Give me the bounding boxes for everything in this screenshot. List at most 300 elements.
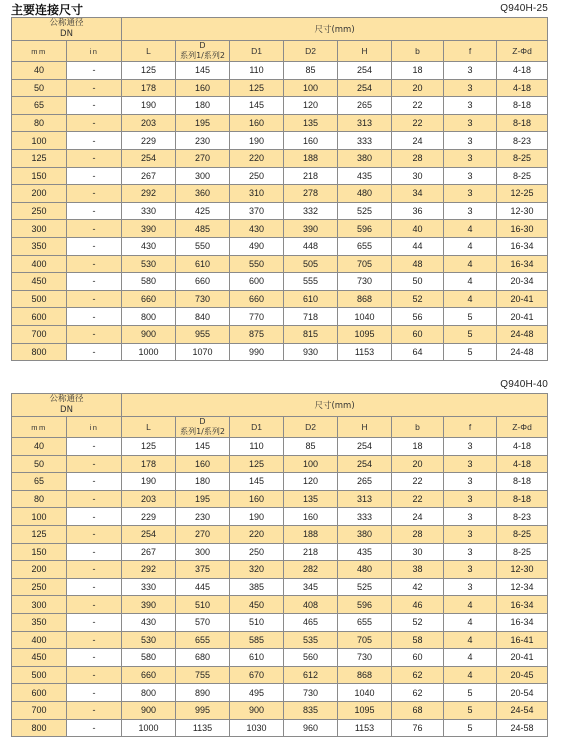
table-cell: 125: [230, 455, 284, 473]
table-cell: 610: [284, 290, 338, 308]
table-cell: 20-54: [497, 684, 548, 702]
table-cell: 300: [12, 596, 67, 614]
table-cell: 4: [444, 273, 497, 291]
table-cell: 8-18: [497, 97, 548, 115]
table-cell: 145: [230, 473, 284, 491]
table-cell: 700: [12, 701, 67, 719]
table-cell: 5: [444, 343, 497, 361]
col-header-d-label: D: [199, 41, 206, 50]
table-row: [12, 202, 548, 220]
unit-in-header: in: [67, 41, 122, 62]
table-cell: 3: [444, 525, 497, 543]
table-cell: -: [67, 596, 122, 614]
table-row: [12, 290, 548, 308]
col-header-z-d: Z-Φd: [497, 41, 548, 62]
table-cell: 8-25: [497, 543, 548, 561]
table-row: [12, 62, 548, 80]
table-cell: 50: [12, 79, 67, 97]
table-cell: 400: [12, 631, 67, 649]
table-cell: 310: [230, 185, 284, 203]
table-cell: 585: [230, 631, 284, 649]
table-cell: 465: [284, 613, 338, 631]
table-cell: 555: [284, 273, 338, 291]
dn-header-title: 公称通径: [49, 18, 84, 28]
table-cell: 333: [338, 132, 392, 150]
table-row: [12, 596, 548, 614]
table-cell: 254: [338, 62, 392, 80]
table-cell: 4-18: [497, 455, 548, 473]
table-cell: 400: [12, 255, 67, 273]
table-cell: 580: [122, 273, 176, 291]
unit-in-header: in: [67, 417, 122, 438]
table-cell: 530: [122, 631, 176, 649]
table-cell: 320: [230, 561, 284, 579]
table-cell: 52: [392, 613, 444, 631]
table-cell: 360: [176, 185, 230, 203]
table-cell: 195: [176, 490, 230, 508]
table-cell: 660: [122, 666, 176, 684]
table-cell: 4-18: [497, 79, 548, 97]
table-cell: 890: [176, 684, 230, 702]
table-cell: 1040: [338, 684, 392, 702]
table-cell: 300: [12, 220, 67, 238]
table-cell: 200: [12, 185, 67, 203]
table-cell: 24: [392, 508, 444, 526]
table-row: [12, 666, 548, 684]
table-cell: 3: [444, 473, 497, 491]
table-cell: 218: [284, 167, 338, 185]
table-cell: 28: [392, 525, 444, 543]
table-row: [12, 97, 548, 115]
table-row: [12, 114, 548, 132]
table-cell: 5: [444, 308, 497, 326]
table-cell: -: [67, 132, 122, 150]
table-cell: 4: [444, 613, 497, 631]
table-cell: 230: [176, 132, 230, 150]
model-label: Q940H-25: [500, 3, 548, 14]
col-header-d-label: D: [199, 417, 206, 426]
table-cell: -: [67, 525, 122, 543]
table-cell: 278: [284, 185, 338, 203]
table-cell: 56: [392, 308, 444, 326]
table-cell: 4-18: [497, 438, 548, 456]
table-cell: 220: [230, 149, 284, 167]
table-cell: -: [67, 308, 122, 326]
dimensions-header: 尺寸(mm): [122, 394, 548, 417]
table-cell: 3: [444, 508, 497, 526]
table-cell: 3: [444, 543, 497, 561]
table-cell: 495: [230, 684, 284, 702]
table-cell: 755: [176, 666, 230, 684]
table-cell: 490: [230, 237, 284, 255]
table-cell: 80: [12, 490, 67, 508]
table-cell: 160: [176, 79, 230, 97]
table-cell: 600: [12, 308, 67, 326]
table-cell: 100: [12, 132, 67, 150]
table-row: [12, 132, 548, 150]
table-cell: 815: [284, 325, 338, 343]
table-cell: 110: [230, 438, 284, 456]
table-cell: 188: [284, 149, 338, 167]
table-row: [12, 719, 548, 737]
table-cell: 570: [176, 613, 230, 631]
table-cell: 188: [284, 525, 338, 543]
table-cell: 22: [392, 114, 444, 132]
table-cell: -: [67, 719, 122, 737]
table-cell: -: [67, 508, 122, 526]
table-row: [12, 237, 548, 255]
table-cell: 16-41: [497, 631, 548, 649]
table-cell: 370: [230, 202, 284, 220]
table-cell: 267: [122, 543, 176, 561]
table-cell: 955: [176, 325, 230, 343]
table-cell: -: [67, 455, 122, 473]
table-cell: -: [67, 649, 122, 667]
table-cell: 145: [230, 97, 284, 115]
table-cell: 313: [338, 114, 392, 132]
table-cell: 250: [12, 578, 67, 596]
table-cell: 250: [230, 167, 284, 185]
table-cell: 270: [176, 149, 230, 167]
table-cell: 190: [230, 132, 284, 150]
table-row: [12, 455, 548, 473]
table-cell: 1095: [338, 701, 392, 719]
table-cell: 12-30: [497, 561, 548, 579]
table-cell: 20-41: [497, 308, 548, 326]
table-cell: 700: [12, 325, 67, 343]
table-row: [12, 649, 548, 667]
table-cell: 254: [338, 455, 392, 473]
table-cell: 36: [392, 202, 444, 220]
table-cell: 8-18: [497, 473, 548, 491]
table-cell: 425: [176, 202, 230, 220]
table-cell: 12-34: [497, 578, 548, 596]
table-cell: 660: [230, 290, 284, 308]
table-cell: 125: [12, 525, 67, 543]
table-cell: 18: [392, 438, 444, 456]
table-cell: 30: [392, 543, 444, 561]
table-cell: 62: [392, 666, 444, 684]
table-cell: 178: [122, 79, 176, 97]
table-cell: 900: [122, 701, 176, 719]
page-title: 主要连接尺寸: [11, 3, 84, 17]
table-cell: 12-30: [497, 202, 548, 220]
table-cell: 40: [12, 438, 67, 456]
table-row: [12, 79, 548, 97]
table-cell: -: [67, 237, 122, 255]
table-cell: -: [67, 578, 122, 596]
table-cell: 3: [444, 114, 497, 132]
table-cell: 150: [12, 543, 67, 561]
table-cell: 160: [284, 508, 338, 526]
table-cell: 20: [392, 79, 444, 97]
table-cell: 385: [230, 578, 284, 596]
dimension-table: [11, 393, 548, 737]
table-cell: 350: [12, 237, 67, 255]
table-cell: 300: [176, 543, 230, 561]
table-cell: 3: [444, 455, 497, 473]
table-cell: 218: [284, 543, 338, 561]
table-cell: 200: [12, 561, 67, 579]
dn-header: [12, 394, 122, 417]
table-cell: 8-18: [497, 114, 548, 132]
table-cell: 840: [176, 308, 230, 326]
table-cell: 120: [284, 97, 338, 115]
table-cell: 110: [230, 62, 284, 80]
table-cell: 16-34: [497, 255, 548, 273]
table-cell: 333: [338, 508, 392, 526]
table-row: [12, 525, 548, 543]
table-cell: 160: [230, 114, 284, 132]
table-cell: 330: [122, 578, 176, 596]
table-cell: 5: [444, 684, 497, 702]
table-cell: 535: [284, 631, 338, 649]
table-cell: -: [67, 202, 122, 220]
table-cell: 229: [122, 132, 176, 150]
table-row: [12, 273, 548, 291]
table-cell: -: [67, 114, 122, 132]
table-cell: 4: [444, 649, 497, 667]
table-cell: 4: [444, 255, 497, 273]
table-cell: 868: [338, 666, 392, 684]
table-cell: 730: [176, 290, 230, 308]
table-row: [12, 255, 548, 273]
table-cell: 4-18: [497, 62, 548, 80]
unit-mm-header: mm: [12, 417, 67, 438]
table-cell: 3: [444, 97, 497, 115]
col-header-d-series: 系列1/系列2: [180, 427, 225, 436]
table-cell: 16-34: [497, 596, 548, 614]
table-cell: 16-34: [497, 237, 548, 255]
table-cell: 100: [284, 79, 338, 97]
table-cell: 1135: [176, 719, 230, 737]
table-cell: 800: [122, 308, 176, 326]
table-cell: 930: [284, 343, 338, 361]
table-cell: 18: [392, 62, 444, 80]
table-row: [12, 325, 548, 343]
table-row: [12, 220, 548, 238]
table-cell: 375: [176, 561, 230, 579]
table-cell: 16-34: [497, 613, 548, 631]
table-cell: -: [67, 473, 122, 491]
table-cell: 3: [444, 62, 497, 80]
table-cell: 525: [338, 578, 392, 596]
table-cell: 125: [122, 438, 176, 456]
table-cell: 485: [176, 220, 230, 238]
table-cell: 1095: [338, 325, 392, 343]
table-cell: 180: [176, 473, 230, 491]
table-row: [12, 167, 548, 185]
table-cell: -: [67, 561, 122, 579]
dn-header-subtitle: DN: [60, 405, 73, 415]
table-cell: 38: [392, 561, 444, 579]
table-cell: 8-25: [497, 149, 548, 167]
table-cell: 5: [444, 701, 497, 719]
table-row: [12, 578, 548, 596]
table-row: [12, 508, 548, 526]
table-cell: 1153: [338, 719, 392, 737]
table-row: [12, 473, 548, 491]
table-cell: 313: [338, 490, 392, 508]
table-cell: 34: [392, 185, 444, 203]
table-cell: 718: [284, 308, 338, 326]
table-row: [12, 343, 548, 361]
table-cell: 800: [12, 719, 67, 737]
table-cell: 500: [12, 666, 67, 684]
table-cell: 5: [444, 719, 497, 737]
col-header-l: L: [122, 41, 176, 62]
table-cell: 1030: [230, 719, 284, 737]
table-cell: 4: [444, 596, 497, 614]
table-cell: 8-25: [497, 525, 548, 543]
table-cell: 450: [230, 596, 284, 614]
table-cell: 448: [284, 237, 338, 255]
table-cell: 254: [122, 149, 176, 167]
table-cell: -: [67, 62, 122, 80]
table-cell: 510: [230, 613, 284, 631]
table-cell: 85: [284, 438, 338, 456]
table-cell: 64: [392, 343, 444, 361]
table-cell: 3: [444, 167, 497, 185]
table-cell: 229: [122, 508, 176, 526]
table-cell: 8-23: [497, 132, 548, 150]
table-cell: 610: [230, 649, 284, 667]
table-cell: 145: [176, 62, 230, 80]
table-cell: 4: [444, 290, 497, 308]
dn-header-title: 公称通径: [49, 394, 84, 404]
table-cell: 24-48: [497, 343, 548, 361]
table-cell: -: [67, 613, 122, 631]
table-row: [12, 543, 548, 561]
table-cell: 282: [284, 561, 338, 579]
table-cell: 390: [122, 220, 176, 238]
table-cell: 203: [122, 490, 176, 508]
table-cell: 445: [176, 578, 230, 596]
table-cell: 20-45: [497, 666, 548, 684]
table-cell: 480: [338, 185, 392, 203]
table-cell: 190: [122, 473, 176, 491]
table-cell: 292: [122, 561, 176, 579]
table-cell: 1153: [338, 343, 392, 361]
table-cell: 135: [284, 114, 338, 132]
table-cell: 24-54: [497, 701, 548, 719]
table-cell: 48: [392, 255, 444, 273]
col-header-f: f: [444, 41, 497, 62]
table-cell: 4: [444, 220, 497, 238]
table-cell: -: [67, 220, 122, 238]
table-cell: 24: [392, 132, 444, 150]
table-cell: 610: [176, 255, 230, 273]
col-header-b: b: [392, 417, 444, 438]
col-header-f: f: [444, 417, 497, 438]
table-cell: 292: [122, 185, 176, 203]
table-cell: 730: [338, 649, 392, 667]
table-cell: 560: [284, 649, 338, 667]
unit-mm-header: mm: [12, 41, 67, 62]
table-row: [12, 684, 548, 702]
table-cell: 190: [230, 508, 284, 526]
table-cell: 380: [338, 525, 392, 543]
table-cell: 3: [444, 490, 497, 508]
col-header-h: H: [338, 41, 392, 62]
table-cell: 135: [284, 490, 338, 508]
table-cell: -: [67, 701, 122, 719]
table-cell: -: [67, 167, 122, 185]
table-cell: 510: [176, 596, 230, 614]
table-cell: 1070: [176, 343, 230, 361]
table-cell: 80: [12, 114, 67, 132]
table-cell: 28: [392, 149, 444, 167]
table-cell: 350: [12, 613, 67, 631]
table-cell: 42: [392, 578, 444, 596]
table-cell: 670: [230, 666, 284, 684]
table-cell: 990: [230, 343, 284, 361]
table-cell: 525: [338, 202, 392, 220]
table-cell: 435: [338, 167, 392, 185]
table-cell: 960: [284, 719, 338, 737]
col-header-b: b: [392, 41, 444, 62]
table-cell: 408: [284, 596, 338, 614]
table-cell: 596: [338, 220, 392, 238]
table-cell: 430: [230, 220, 284, 238]
table-row: [12, 490, 548, 508]
table-cell: 655: [338, 613, 392, 631]
table-cell: 60: [392, 325, 444, 343]
table-cell: 4: [444, 631, 497, 649]
table-cell: 868: [338, 290, 392, 308]
table-cell: 46: [392, 596, 444, 614]
table-row: [12, 561, 548, 579]
table-cell: 65: [12, 97, 67, 115]
table-cell: 900: [122, 325, 176, 343]
table-cell: 1000: [122, 719, 176, 737]
table-cell: 612: [284, 666, 338, 684]
table-cell: 270: [176, 525, 230, 543]
table-cell: 596: [338, 596, 392, 614]
table-cell: 52: [392, 290, 444, 308]
table-cell: 254: [338, 79, 392, 97]
table-cell: 1000: [122, 343, 176, 361]
dn-header: [12, 18, 122, 41]
table-cell: 3: [444, 149, 497, 167]
table-cell: 655: [176, 631, 230, 649]
table-cell: 265: [338, 97, 392, 115]
table-cell: -: [67, 631, 122, 649]
table-row: [12, 438, 548, 456]
table-cell: 345: [284, 578, 338, 596]
table-cell: 44: [392, 237, 444, 255]
table-cell: 3: [444, 561, 497, 579]
table-cell: 20-41: [497, 290, 548, 308]
table-cell: 1040: [338, 308, 392, 326]
table-cell: 76: [392, 719, 444, 737]
table-cell: 730: [338, 273, 392, 291]
table-cell: 178: [122, 455, 176, 473]
table-cell: 8-25: [497, 167, 548, 185]
table-cell: 435: [338, 543, 392, 561]
table-cell: -: [67, 325, 122, 343]
table-cell: 530: [122, 255, 176, 273]
table-cell: 65: [12, 473, 67, 491]
table-cell: 254: [122, 525, 176, 543]
table-cell: 58: [392, 631, 444, 649]
col-header-d: [176, 41, 230, 62]
table-cell: 800: [12, 343, 67, 361]
table-cell: 22: [392, 473, 444, 491]
table-cell: -: [67, 185, 122, 203]
table-cell: 580: [122, 649, 176, 667]
table-cell: 450: [12, 273, 67, 291]
